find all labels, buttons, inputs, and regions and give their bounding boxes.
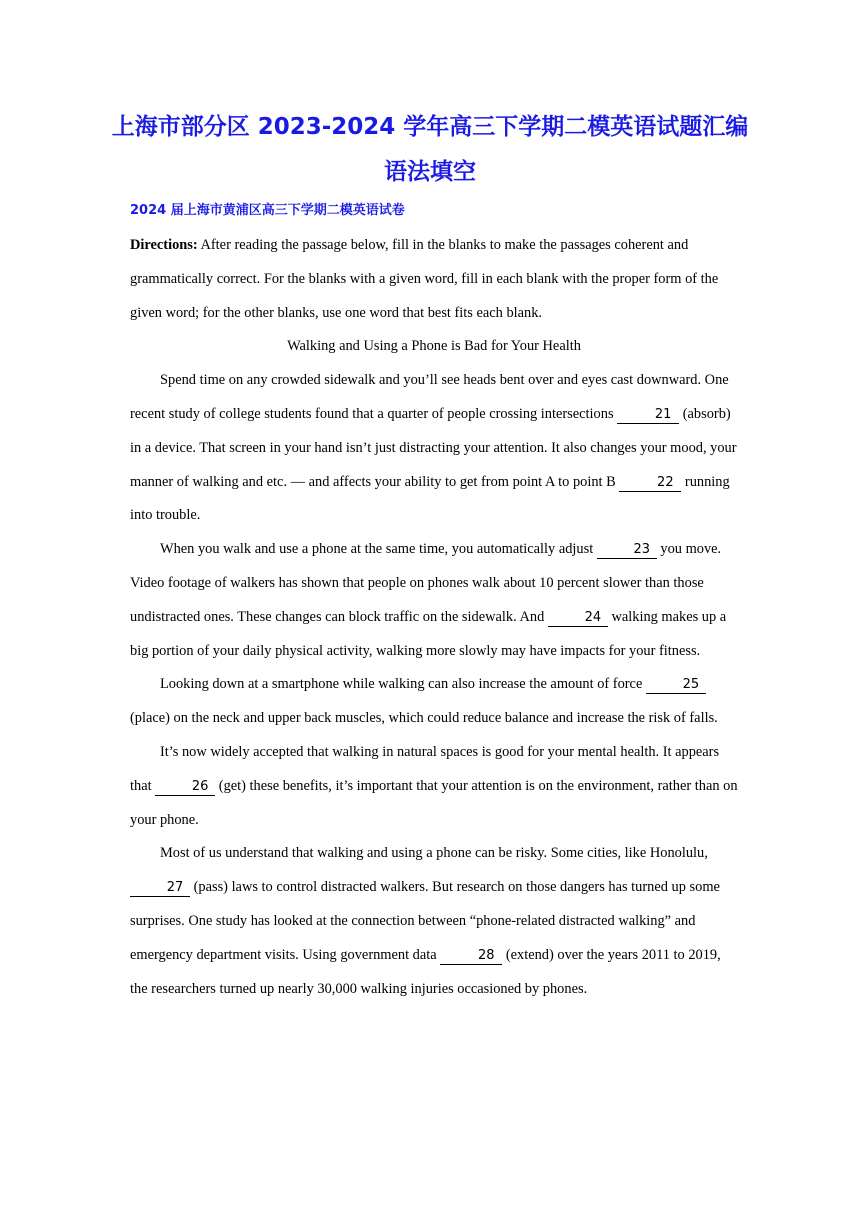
blank-28: 28: [440, 948, 502, 965]
text-span: walking makes up a big portion of your daily physical activity, walking more slowly may have impacts for your fitness.: [130, 608, 727, 659]
paragraph-4: [130, 736, 738, 837]
blank-21: 21: [617, 407, 679, 424]
paragraph-5: [130, 837, 738, 1006]
text-span: (extend) over the years 2011 to 2019, the researchers turned up nearly 30,000 walking injuries occasioned by phones.: [130, 946, 721, 997]
page-title: 上海市部分区 2023-2024 学年高三下学期二模英语试题汇编: [111, 114, 749, 140]
text-span: (absorb) in a device. That screen in your hand isn’t just distracting your attention. It also changes your mood, your manner of walking and etc. — and affects your ability to get from point A to point B: [130, 405, 737, 490]
text-span: (pass) laws to control distracted walkers. But research on those dangers has turned up some surprises. One study has looked at the connection between “phone-related distracted walking” and emergency department visits. Using government data: [130, 879, 720, 963]
blank-23: 23: [597, 542, 657, 559]
text-span: Looking down at a smartphone while walking can also increase the amount of force: [160, 676, 646, 693]
text-span: Spend time on any crowded sidewalk and you’ll see heads bent over and eyes cast downward. One recent study of college students found that a quarter of people crossing intersections: [130, 372, 729, 422]
page-subtitle-section: 语法填空: [384, 159, 476, 185]
blank-24: 24: [548, 610, 608, 627]
text-span: It’s now widely accepted that walking in natural spaces is good for your mental health. It appears that: [130, 743, 720, 794]
paragraph-3: [130, 668, 738, 736]
document-body: [130, 229, 738, 1006]
text-span: (get) these benefits, it’s important that your attention is on the environment, rather than on your phone.: [130, 777, 738, 828]
text-span: running into trouble.: [130, 473, 730, 524]
directions-label: Directions:: [130, 237, 198, 253]
passage-title: Walking and Using a Phone is Bad for Your Health: [287, 338, 581, 355]
exam-source-heading: 2024 届上海市黄浦区高三下学期二模英语试卷: [130, 203, 405, 218]
text-span: you move. Video footage of walkers has shown that people on phones walk about 10 percent slower than those undistracted ones. These changes can block traffic on the sidewalk. And: [130, 541, 722, 625]
directions-text: After reading the passage below, fill in the blanks to make the passages coherent and grammatically correct. For the blanks with a given word, fill in each blank with the proper form of the given word; for the other blanks, use one word that best fits each blank.: [130, 237, 719, 321]
paragraph-1: [130, 364, 738, 533]
text-span: Most of us understand that walking and using a phone can be risky. Some cities, like Honolulu,: [160, 845, 708, 862]
text-span: (place) on the neck and upper back muscles, which could reduce balance and increase the risk of falls.: [130, 710, 718, 727]
text-span: When you walk and use a phone at the same time, you automatically adjust: [160, 541, 597, 558]
blank-26: 26: [155, 779, 215, 796]
blank-27: 27: [130, 880, 190, 897]
directions: [130, 229, 738, 330]
paragraph-2: [130, 533, 738, 668]
blank-22: 22: [619, 475, 681, 492]
blank-25: 25: [646, 677, 706, 694]
